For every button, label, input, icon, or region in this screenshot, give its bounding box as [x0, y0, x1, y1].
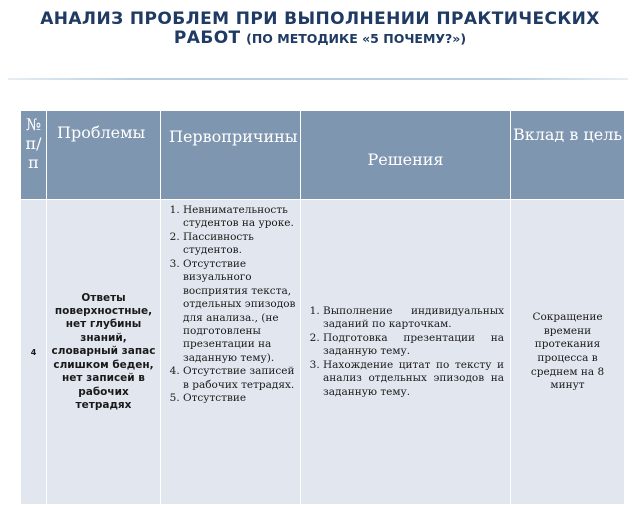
- table-row: [21, 200, 625, 505]
- contribution-cell: [511, 200, 625, 505]
- header-contribution: Вклад в цель: [511, 111, 625, 200]
- cause-item: 2. Пассивность студентов.: [183, 231, 296, 258]
- contribution-text: Сокращение времени протекания процесса в среднем на 8 минут: [530, 311, 605, 392]
- cause-item: 3. Отсутствие визуального восприятия текста, отдельных эпизодов для анализа., (не подготовлены презентации на заданную тему).: [183, 258, 296, 366]
- table-header-row: [21, 111, 625, 200]
- title-sub: (ПО МЕТОДИКЕ «5 ПОЧЕМУ?»): [246, 31, 467, 47]
- title-main: АНАЛИЗ ПРОБЛЕМ ПРИ ВЫПОЛНЕНИИ ПРАКТИЧЕСКИХ РАБОТ: [40, 9, 600, 49]
- header-problems: Проблемы: [47, 111, 161, 200]
- analysis-table: [20, 110, 625, 505]
- cause-item: 5. Отсутствие: [183, 392, 296, 405]
- title-divider: [8, 78, 628, 80]
- header-root-causes: Первопричины: [161, 111, 301, 200]
- causes-list: [163, 204, 296, 406]
- header-number: № п/п: [21, 111, 47, 200]
- cause-item: 4. Отсутствие записей в рабочих тетрадях.: [183, 365, 296, 392]
- solutions-list: [303, 305, 504, 399]
- solutions-cell: [301, 200, 511, 505]
- solution-item: 1. Выполнение индивидуальных заданий по карточкам.: [323, 305, 504, 332]
- page-title: [40, 10, 600, 48]
- problem-cell: Ответы поверхностные, нет глубины знаний, словарный запас слишком беден, нет записей в рабочих тетрадях: [47, 200, 161, 505]
- cause-item: 1. Невнимательность студентов на уроке.: [183, 204, 296, 231]
- header-solutions: Решения: [301, 111, 511, 200]
- solution-item: 2. Подготовка презентации на заданную тему.: [323, 332, 504, 359]
- solution-item: 3. Нахождение цитат по тексту и анализ отдельных эпизодов на заданную тему.: [323, 359, 504, 399]
- row-number: 4: [21, 200, 47, 505]
- causes-cell: [161, 200, 301, 505]
